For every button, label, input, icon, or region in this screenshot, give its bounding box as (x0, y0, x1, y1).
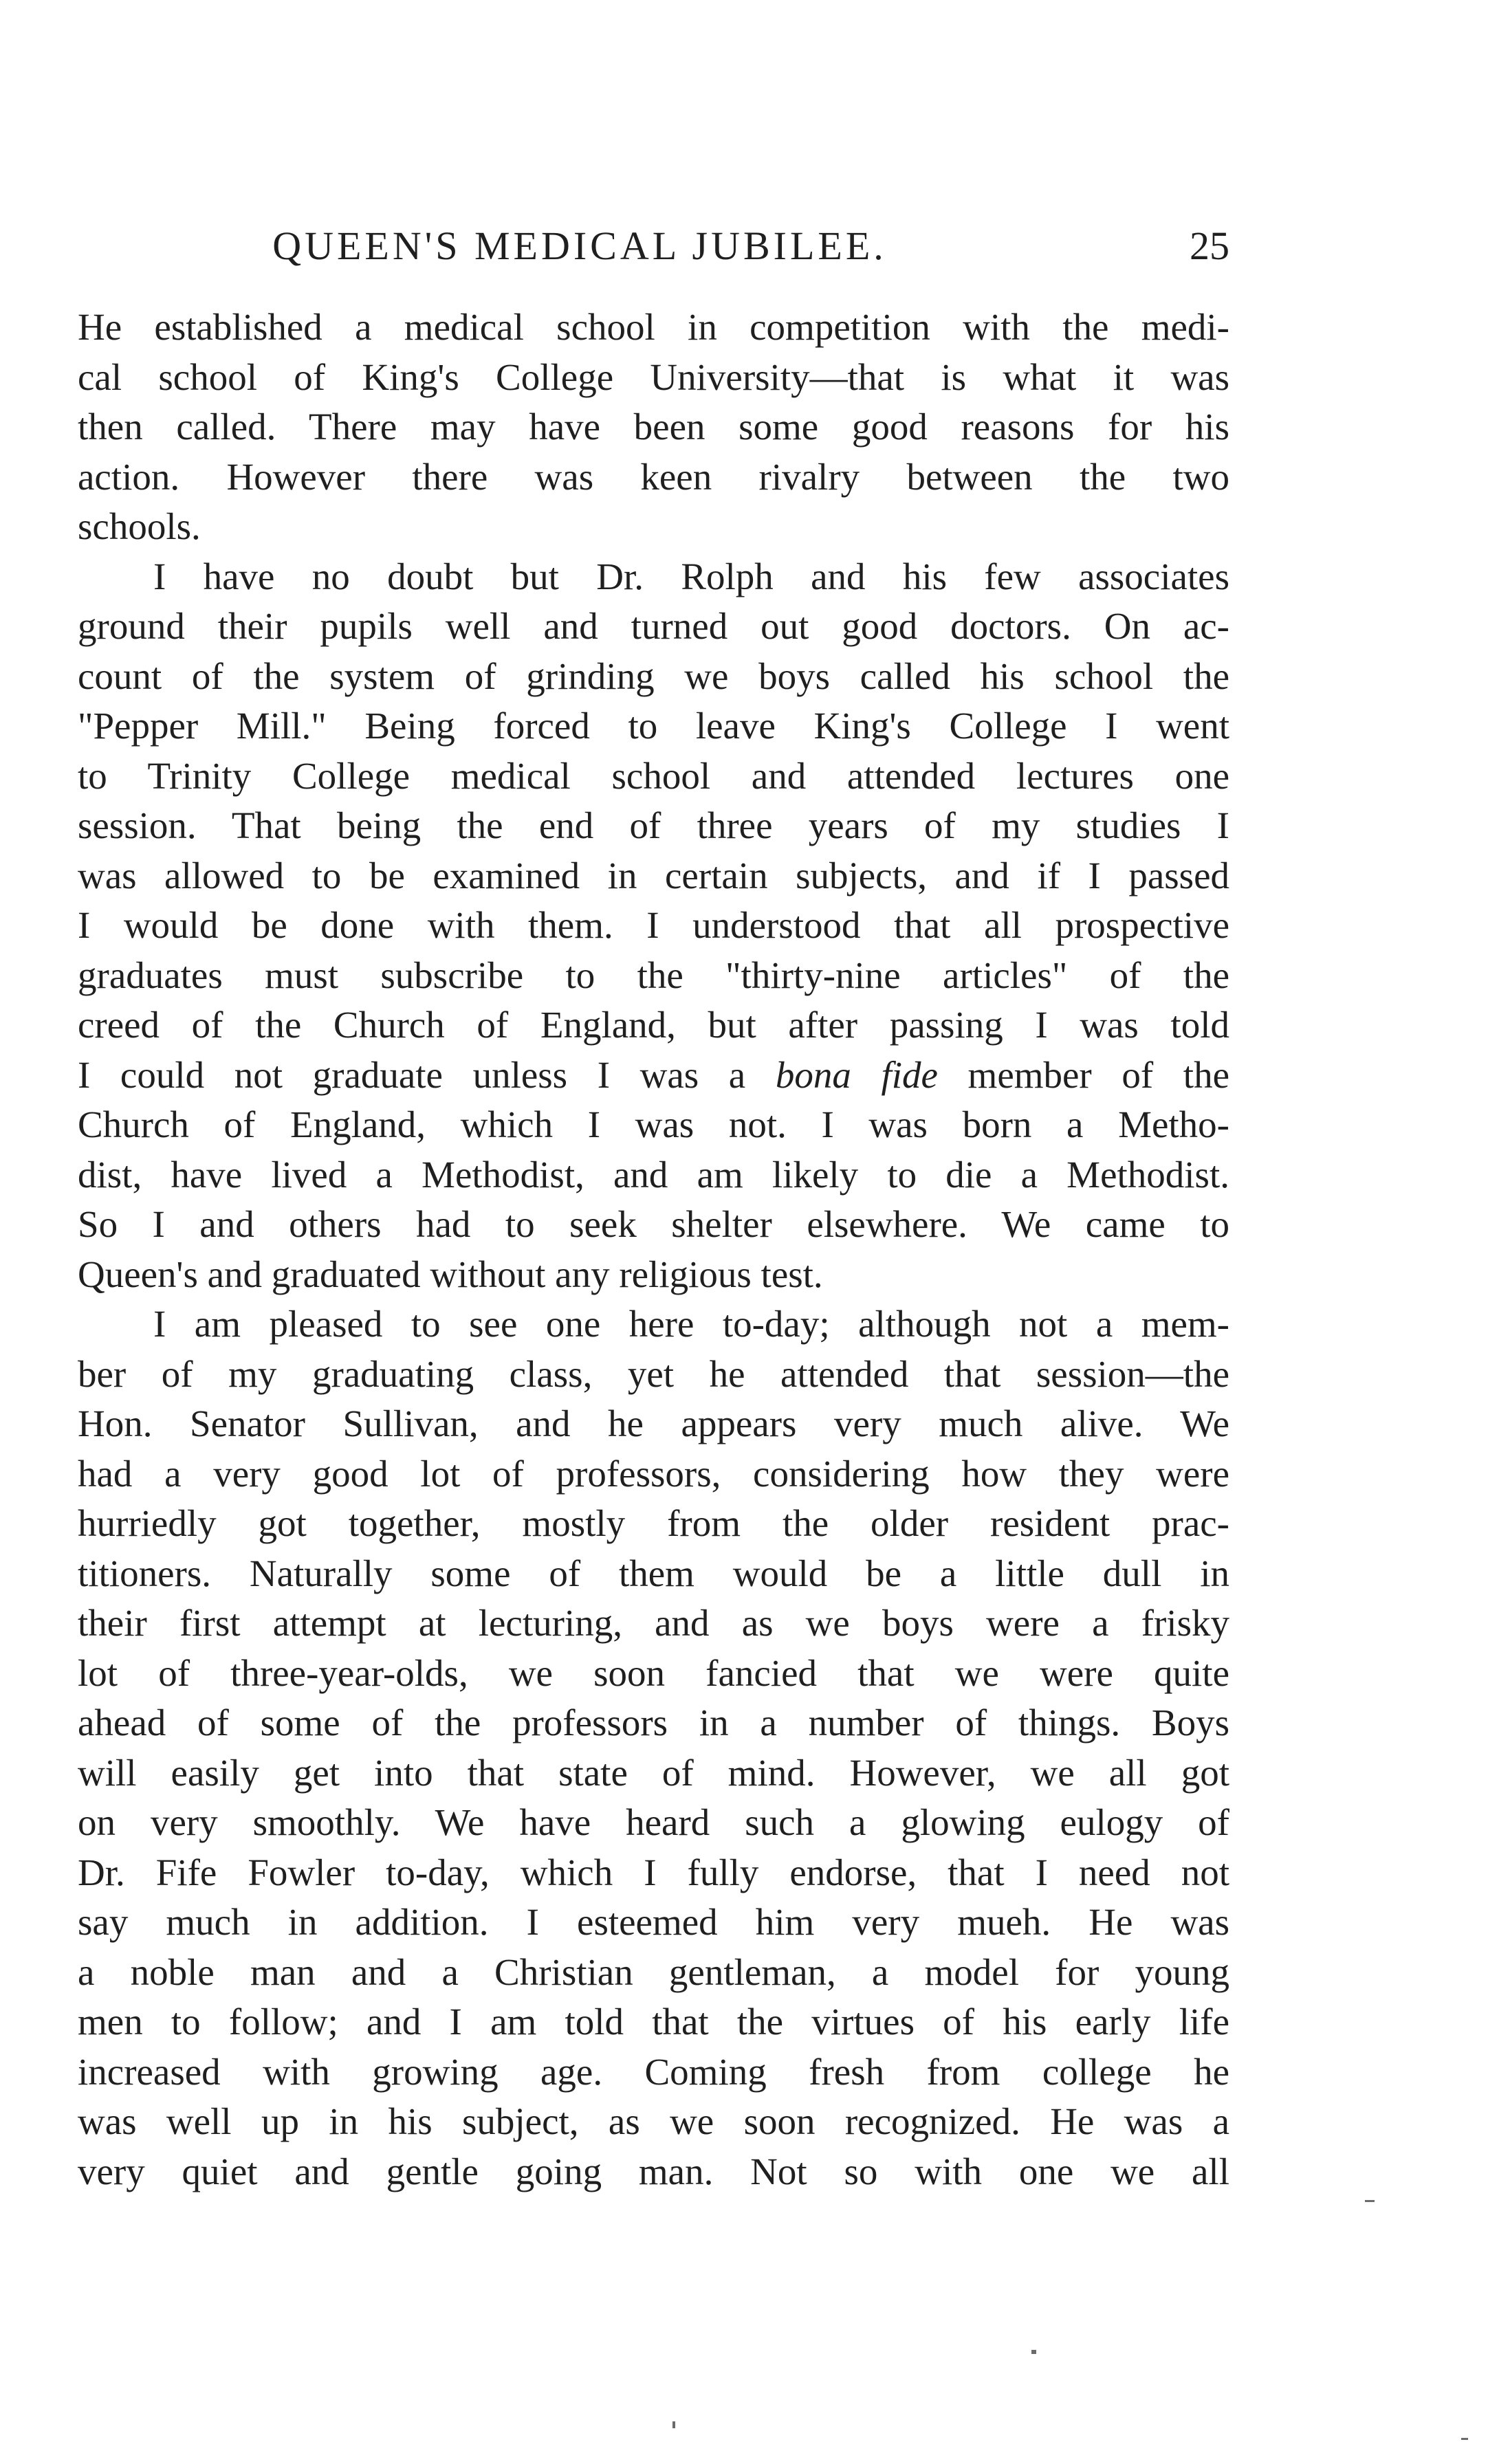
scan-speck (1461, 2438, 1468, 2440)
text-line: increased with growing age. Coming fresh from college he (78, 2050, 1229, 2093)
text-line: Church of England, which I was not. I was born a Metho- (78, 1103, 1229, 1145)
text-line: had a very good lot of professors, considering how they were (78, 1452, 1229, 1495)
running-title: QUEEN'S MEDICAL JUBILEE. (272, 223, 887, 268)
text-run: I could not graduate unless I was a (78, 1053, 776, 1096)
body-text (78, 302, 1229, 2197)
text-line: graduates must subscribe to the "thirty-nine articles" of the (78, 954, 1229, 996)
running-head (78, 219, 1229, 274)
text-line: session. That being the end of three years of my studies I (78, 804, 1229, 846)
italic-phrase: bona fide (775, 1053, 938, 1096)
text-run: member of the (937, 1053, 1229, 1096)
text-line: a noble man and a Christian gentleman, a model for young (78, 1950, 1229, 1993)
text-line: creed of the Church of England, but after passing I was told (78, 1004, 1229, 1046)
text-line: titioners. Naturally some of them would be a little dull in (78, 1552, 1229, 1594)
text-line: to Trinity College medical school and attended lectures one (78, 754, 1229, 797)
text-line: hurriedly got together, mostly from the older resident prac- (78, 1502, 1229, 1544)
text-line: ground their pupils well and turned out good doctors. On ac- (78, 605, 1229, 647)
text-line: men to follow; and I am told that the virtues of his early life (78, 2001, 1229, 2043)
text-line: Hon. Senator Sullivan, and he appears very much alive. We (78, 1402, 1229, 1444)
text-line: then called. There may have been some good reasons for his (78, 406, 1229, 448)
text-line: I have no doubt but Dr. Rolph and his few associates (153, 555, 1229, 597)
text-line: I am pleased to see one here to-day; although not a mem- (153, 1303, 1229, 1345)
text-line: action. However there was keen rivalry between the two (78, 455, 1229, 498)
text-line: ahead of some of the professors in a number of things. Boys (78, 1702, 1229, 1744)
text-line: their first attempt at lecturing, and as we boys were a frisky (78, 1602, 1229, 1644)
text-line: I would be done with them. I understood that all prospective (78, 904, 1229, 946)
text-line: So I and others had to seek shelter elsewhere. We came to (78, 1203, 1229, 1245)
text-line: He established a medical school in competition with the medi- (78, 306, 1229, 348)
text-line: count of the system of grinding we boys called his school the (78, 654, 1229, 697)
text-line: on very smoothly. We have heard such a glowing eulogy of (78, 1801, 1229, 1843)
text-line: ber of my graduating class, yet he attended that session—the (78, 1352, 1229, 1395)
text-line: lot of three-year-olds, we soon fancied that we were quite (78, 1651, 1229, 1694)
text-line: dist, have lived a Methodist, and am likely to die a Methodist. (78, 1153, 1229, 1196)
text-line: Queen's and graduated without any religious test. (78, 1253, 823, 1295)
text-line: cal school of King's College University—that is what it was (78, 355, 1229, 398)
text-line: will easily get into that state of mind. However, we all got (78, 1751, 1229, 1794)
text-line: "Pepper Mill." Being forced to leave King's College I went (78, 705, 1229, 747)
text-line: schools. (78, 505, 201, 547)
scan-speck (1365, 2200, 1375, 2202)
text-line: very quiet and gentle going man. Not so with one we all (78, 2150, 1229, 2192)
page-number: 25 (1190, 223, 1229, 268)
text-line: was allowed to be examined in certain subjects, and if I passed (78, 854, 1229, 896)
scan-speck (1031, 2350, 1036, 2354)
text-line: was well up in his subject, as we soon recognized. He was a (78, 2100, 1229, 2142)
scan-speck (672, 2421, 675, 2428)
text-line (78, 1050, 1229, 1101)
text-line: Dr. Fife Fowler to-day, which I fully endorse, that I need not (78, 1851, 1229, 1893)
text-line: say much in addition. I esteemed him very mueh. He was (78, 1901, 1229, 1943)
